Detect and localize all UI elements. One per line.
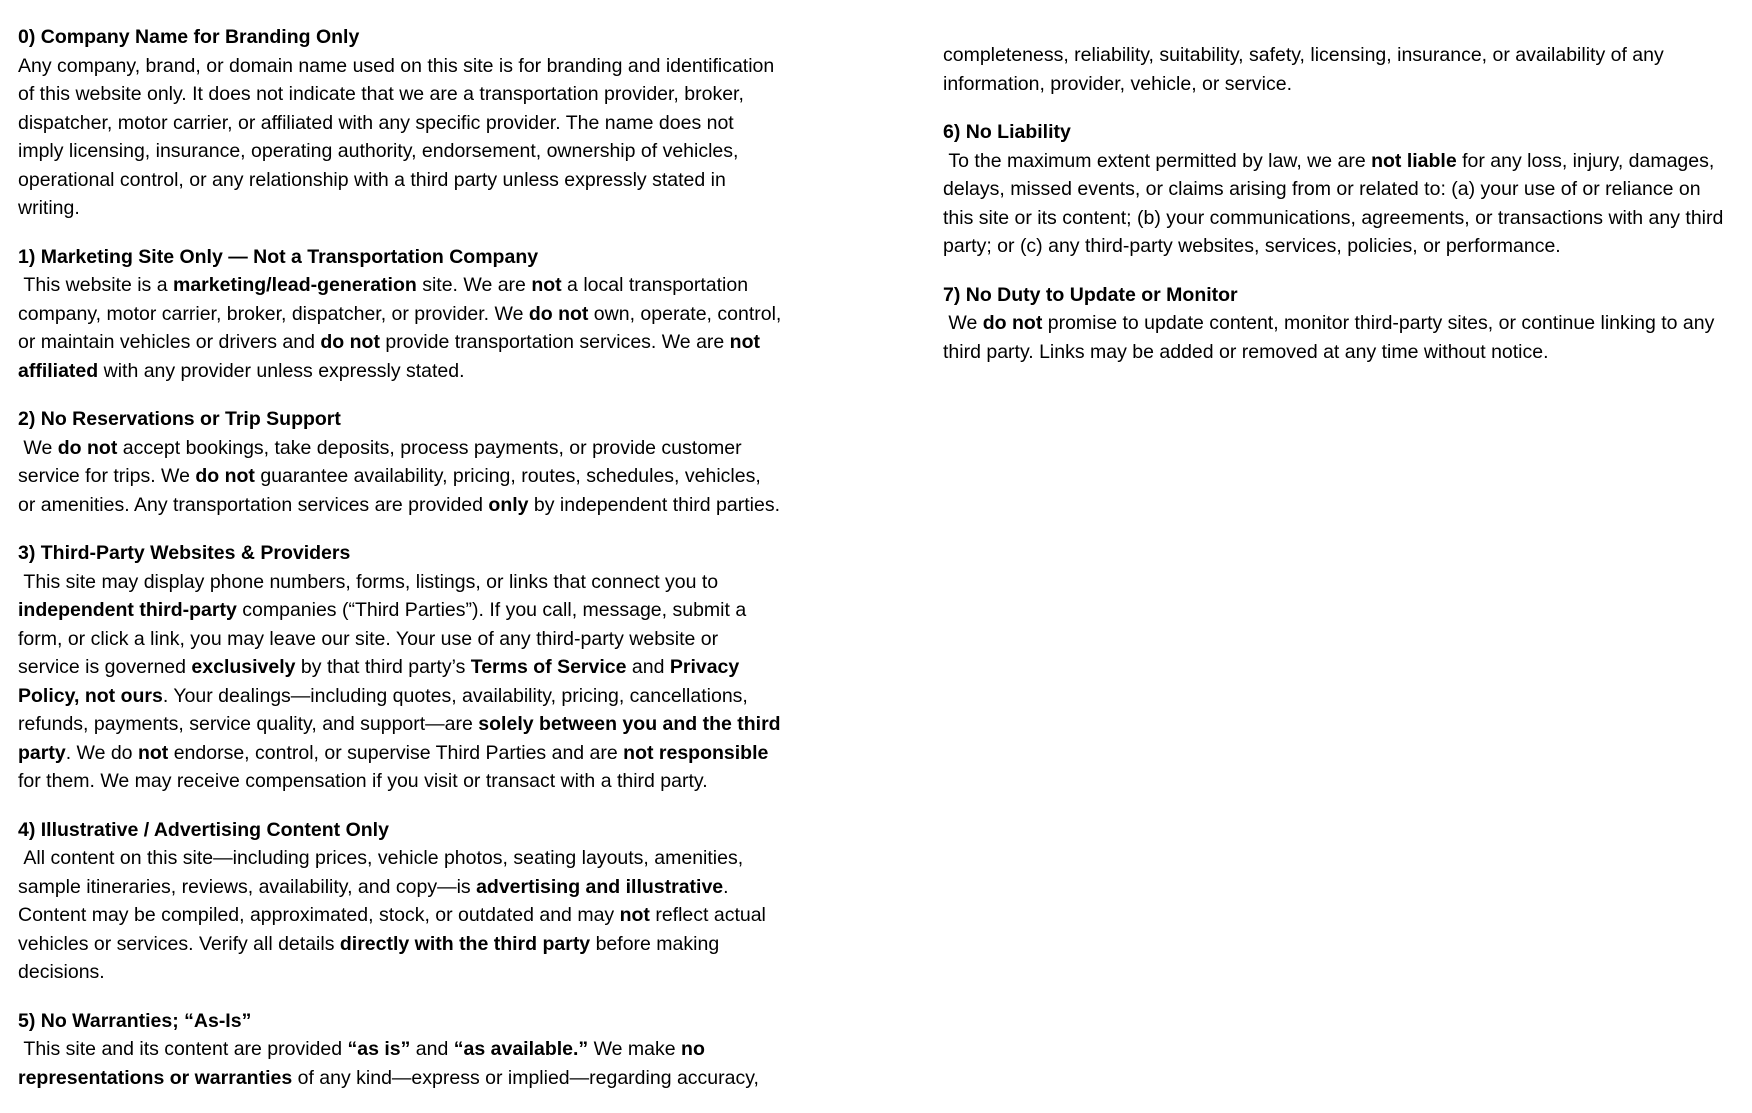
bold-text-run: Privacy Policy, [18,656,745,707]
text-run: guarantee availability, pricing, routes, schedules, vehicles, or amenities. Any transportation services are provided [18,465,767,516]
text-run: . Your dealings—including quotes, availability, pricing, cancellations, refunds, payments, service quality, and support—are [18,684,754,735]
section-heading: 0) Company Name for Branding Only [18,26,360,48]
text-run: This site may display phone numbers, forms, listings, or links that connect you to [18,570,724,593]
text-run: To the maximum extent permitted by law, we are [943,149,1372,172]
text-run: provide transportation services. We are [379,331,730,353]
section-heading: 2) No Reservations or Trip Support [18,408,341,430]
text-run: We make [588,1038,682,1060]
text-run: accept bookings, take deposits, process payments, or provide customer service for trips. We [18,436,748,487]
text-run: All content on this site—including prices, vehicle photos, seating layouts, amenities, sample itineraries, reviews, availability, and copy—is [18,847,749,898]
text-run: site. We are [416,274,532,296]
section-heading: 1) Marketing Site Only — Not a Transportation Company [18,245,539,268]
section-heading: 5) No Warranties; “As-Is” [18,1009,252,1032]
bold-text-run: independent third-party [18,599,237,621]
bold-text-run: not ours [84,684,163,707]
section-heading: 3) Third-Party Websites & Providers [18,542,351,564]
section-heading: 7) No Duty to Update or Monitor [943,283,1238,306]
text-run: own, operate, control, or maintain vehicles or drivers and [18,302,787,353]
text-run: completeness, reliability, suitability, safety, licensing, insurance, or availability of any information, provider, vehicle, or service. [943,44,1670,95]
text-run: . Content may be compiled, approximated, stock, or outdated and may [18,875,734,926]
disclaimer-section [18,23,783,223]
disclaimer-section [18,405,783,519]
text-run: promise to update content, monitor third-party sites, or continue linking to any third party. Links may be added or removed at any time without notice. [943,312,1720,363]
text-run: a local transportation company, motor carrier, broker, dispatcher, or provider. We [18,274,754,325]
text-run: for any loss, injury, damages, delays, missed events, or claims arising from or related to: (a) your use of or reliance on this site or its content; (b) your communications, agreements, or transactions with any third party; or (c) any third-party websites, services, policies, or performance. [943,149,1729,257]
section-heading: 4) Illustrative / Advertising Content Only [18,818,389,841]
text-run: reflect actual vehicles or services. Verify all details [18,904,772,955]
bold-text-run: solely between you and the third party [18,713,787,764]
text-run: companies (“Third Parties”). If you call, message, submit a form, or click a link, you may leave our site. Your use of any third-party website or service is governed [18,599,752,678]
text-run: . We do [65,741,138,764]
text-run: by independent third parties. [528,493,781,516]
disclaimer-section [943,41,1729,98]
bold-text-run: only [488,493,529,516]
text-run: Any company, brand, or domain name used on this site is for branding and identification of this website only. It does not indicate that we are a transportation provider, broker, dispatcher, motor carrier, or affiliated with any specific provider. The name does not imply licensing, insurance, operating authority, endorsement, ownership of vehicles, operational control, or any relationship with a third party unless expressly stated in writing. [18,54,780,219]
right-column [943,23,1729,386]
disclaimer-section [943,118,1729,261]
bold-text-run: directly with the third party [339,932,591,955]
disclaimer-section [18,1007,783,1093]
bold-text-run: do not [982,312,1043,334]
text-run: and [626,656,670,678]
text-run: with any provider unless expressly stated. [98,359,465,382]
text-run: This site and its content are provided [18,1038,348,1060]
bold-text-run: not [531,274,562,296]
bold-text-run: marketing/lead-generation [172,274,417,296]
text-run: We [18,436,58,459]
text-run: before making decisions. [18,932,725,983]
disclaimer-section [18,243,787,386]
bold-text-run: not liable [1371,149,1457,172]
text-run: endorse, control, or supervise Third Parties and are [168,741,624,764]
bold-text-run: not responsible [623,741,769,764]
section-heading: 6) No Liability [943,121,1071,143]
text-run: by that third party’s [295,656,471,678]
bold-text-run: advertising and illustrative [476,875,724,898]
text-run: of any kind—express or implied—regarding accuracy, [292,1066,759,1089]
bold-text-run: do not [57,436,118,459]
text-run: for them. We may receive compensation if you visit or transact with a third party. [18,741,774,792]
text-run: and [410,1038,454,1060]
bold-text-run: no representations or warranties [18,1038,711,1089]
bold-text-run: not [619,904,650,926]
bold-text-run: do not [528,302,589,325]
bold-text-run: “as is” [347,1038,411,1060]
bold-text-run: not [137,741,169,764]
left-column [18,23,787,1112]
bold-text-run: not affiliated [18,331,766,382]
bold-text-run: Terms of Service [470,656,627,678]
disclaimer-section [18,816,783,987]
text-run: This website is a [18,274,173,296]
bold-text-run: do not [195,465,255,487]
disclaimer-section [18,539,787,796]
text-run: We [943,312,983,334]
bold-text-run: exclusively [191,656,296,678]
disclaimer-section [943,281,1729,367]
bold-text-run: do not [320,331,380,353]
bold-text-run: “as available.” [453,1038,589,1060]
